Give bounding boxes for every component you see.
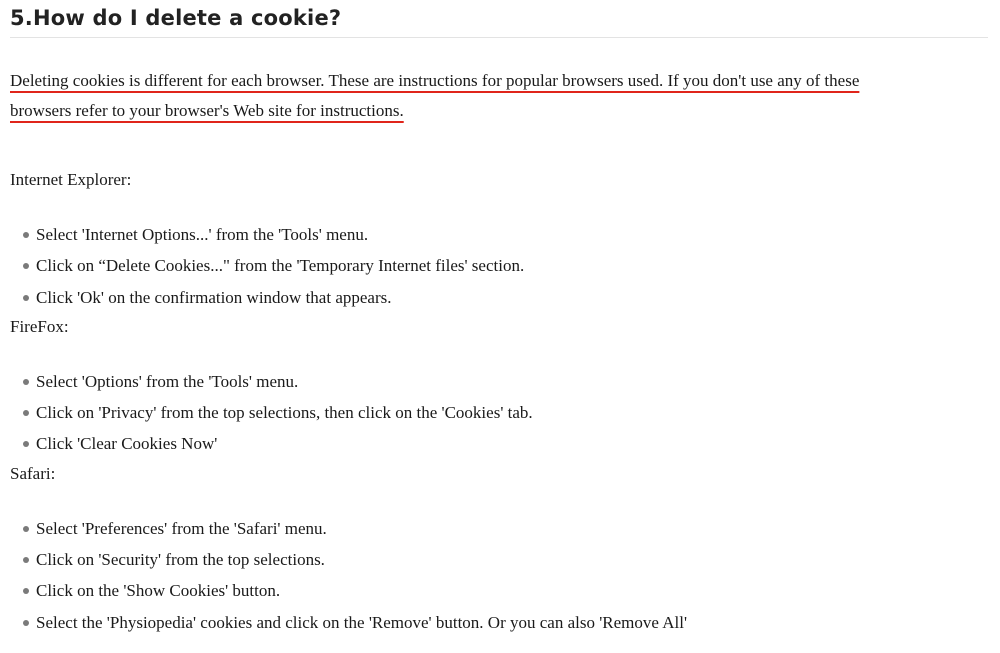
bullet-icon	[23, 557, 29, 563]
list-item-text: Select 'Options' from the 'Tools' menu.	[36, 371, 299, 391]
list-item	[10, 219, 988, 250]
bullet-icon	[23, 620, 29, 626]
list-item	[10, 250, 988, 281]
intro-paragraph	[10, 66, 988, 126]
heading-divider	[10, 37, 988, 38]
section-title-internet-explorer: Internet Explorer:	[10, 170, 132, 189]
list-item-text: Click on “Delete Cookies..." from the 'Temporary Internet files' section.	[36, 256, 525, 276]
bullet-icon	[23, 232, 29, 238]
steps-firefox	[10, 366, 988, 460]
section-title-safari: Safari:	[10, 463, 56, 483]
intro-line-2: browsers refer to your browser's Web site for instructions.	[10, 101, 404, 120]
bullet-icon	[23, 410, 29, 416]
bullet-icon	[23, 588, 29, 594]
faq-content	[10, 0, 988, 638]
bullet-icon	[23, 295, 29, 301]
steps-safari	[10, 513, 988, 638]
section-title-firefox: FireFox:	[10, 316, 69, 336]
faq-question-heading: 5.How do I delete a cookie?	[10, 6, 342, 30]
list-item	[10, 544, 988, 575]
list-item-text: Click on 'Privacy' from the top selections, then click on the 'Cookies' tab.	[36, 403, 533, 423]
list-item-text: Click 'Ok' on the confirmation window that appears.	[36, 287, 392, 307]
bullet-icon	[23, 379, 29, 385]
list-item	[10, 366, 988, 397]
intro-line-1: Deleting cookies is different for each browser. These are instructions for popular browsers used. If you don't use any of these	[10, 71, 860, 90]
list-item	[10, 428, 988, 459]
list-item	[10, 282, 988, 313]
list-item	[10, 397, 988, 428]
list-item-text: Click 'Clear Cookies Now'	[36, 434, 218, 454]
list-item	[10, 575, 988, 606]
bullet-icon	[23, 526, 29, 532]
list-item-text: Select the 'Physiopedia' cookies and click on the 'Remove' button. Or you can also 'Remove All'	[36, 612, 688, 632]
list-item	[10, 513, 988, 544]
list-item-text: Select 'Internet Options...' from the 'Tools' menu.	[36, 225, 369, 244]
bullet-icon	[23, 441, 29, 447]
list-item	[10, 607, 988, 638]
list-item-text: Click on the 'Show Cookies' button.	[36, 581, 281, 601]
bullet-icon	[23, 263, 29, 269]
steps-internet-explorer	[10, 219, 988, 313]
list-item-text: Select 'Preferences' from the 'Safari' menu.	[36, 518, 327, 538]
list-item-text: Click on 'Security' from the top selections.	[36, 550, 325, 570]
